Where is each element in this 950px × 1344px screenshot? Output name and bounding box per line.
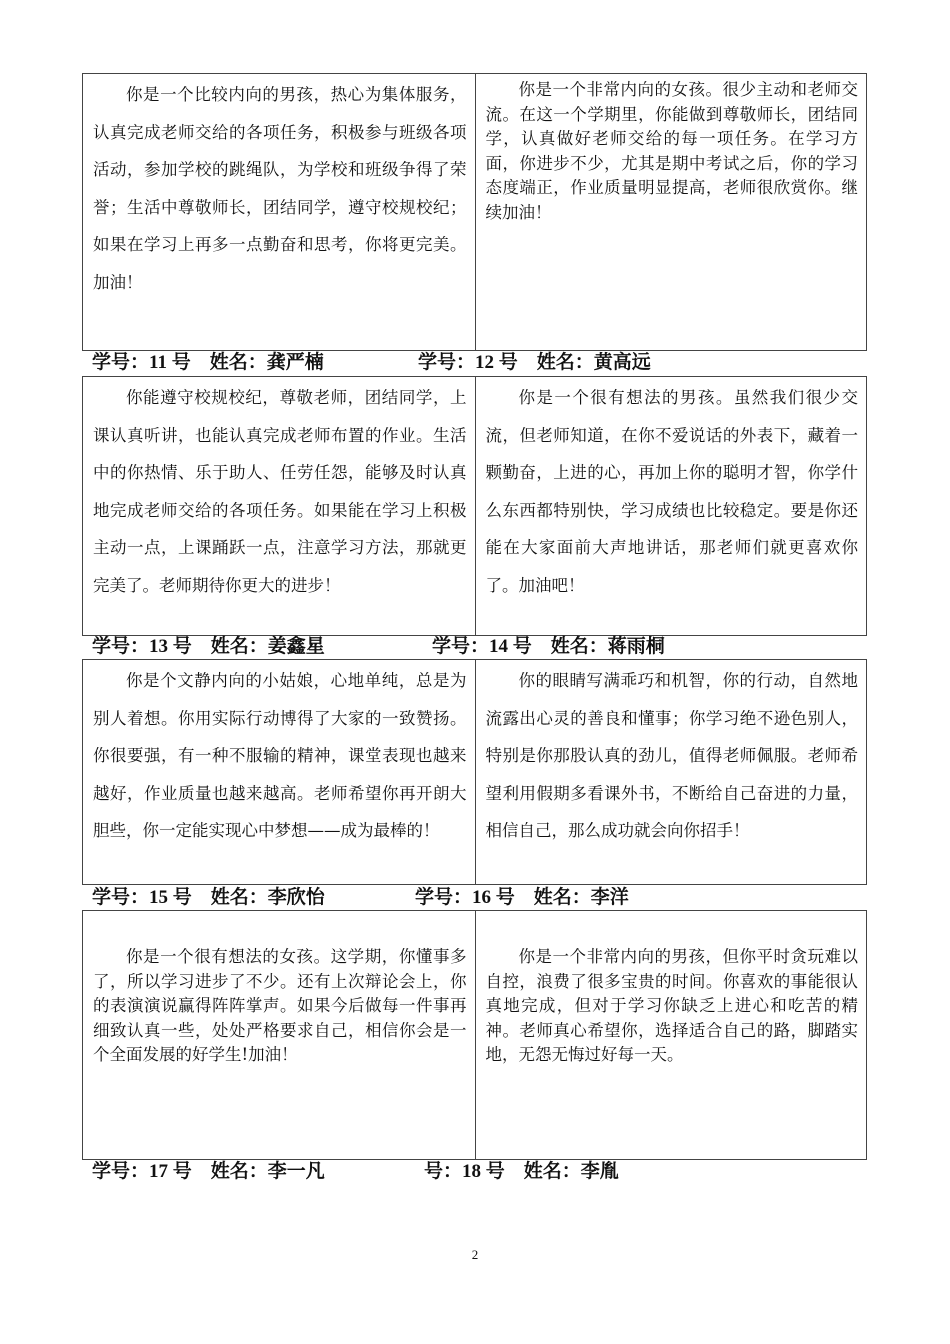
comment-block-4: [82, 910, 867, 1160]
student-caption-left: 学号：11 号 姓名：龚严楠: [92, 352, 324, 373]
student-caption-right: 学号：16 号 姓名：李洋: [415, 887, 629, 908]
comment-row: [82, 73, 867, 351]
student-caption-right: 学号：14 号 姓名：蒋雨桐: [432, 636, 665, 657]
comment-right: 你是一个非常内向的女孩。很少主动和老师交流。在这一个学期里，你能做到尊敬师长，团结同学，认真做好老师交给的每一项任务。在学习方面，你进步不少，尤其是期中考试之后，你的学习态度端正，作业质量明显提高，老师很欣赏你。继续加油！: [475, 74, 867, 350]
comment-row: [82, 910, 867, 1160]
comment-right: 你是一个很有想法的男孩。虽然我们很少交流，但老师知道，在你不爱说话的外表下，藏着一颗勤奋，上进的心，再加上你的聪明才智，你学什么东西都特别快，学习成绩也比较稳定。要是你还能在大家面前大声地讲话，那老师们就更喜欢你了。加油吧！: [475, 377, 867, 635]
comment-block-1: [82, 73, 867, 351]
comment-row: [82, 376, 867, 636]
comment-left: 你是一个比较内向的男孩，热心为集体服务，认真完成老师交给的各项任务，积极参与班级各项活动，参加学校的跳绳队，为学校和班级争得了荣誉；生活中尊敬师长，团结同学，遵守校规校纪；如果在学习上再多一点勤奋和思考，你将更完美。加油！: [93, 85, 467, 292]
comment-left: 你是一个很有想法的女孩。这学期，你懂事多了，所以学习进步了不少。还有上次辩论会上，你的表演演说赢得阵阵掌声。如果今后做每一件事再细致认真一些，处处严格要求自己，相信你会是一个全面发展的好学生!加油！: [93, 947, 467, 1064]
comment-right: 你的眼睛写满乖巧和机智，你的行动，自然地流露出心灵的善良和懂事；你学习绝不逊色别人，特别是你那股认真的劲儿，值得老师佩服。老师希望利用假期多看课外书，不断给自己奋进的力量，相信自己，那么成功就会向你招手！: [475, 660, 867, 884]
comment-block-2: [82, 376, 867, 636]
comment-row: [82, 659, 867, 885]
comment-right: 你是一个非常内向的男孩，但你平时贪玩难以自控，浪费了很多宝贵的时间。你喜欢的事能很认真地完成，但对于学习你缺乏上进心和吃苦的精神。老师真心希望你，选择适合自己的路，脚踏实地，无怨无悔过好每一天。: [475, 911, 867, 1159]
comment-left: 你能遵守校规校纪，尊敬老师，团结同学，上课认真听讲，也能认真完成老师布置的作业。生活中的你热情、乐于助人、任劳任怨，能够及时认真地完成老师交给的各项任务。如果能在学习上积极主动一点，上课踊跃一点，注意学习方法，那就更完美了。老师期待你更大的进步！: [93, 388, 467, 595]
student-caption-right: 学号：12 号 姓名：黄高远: [418, 352, 651, 373]
student-caption-left: 学号：13 号 姓名：姜鑫星: [92, 636, 325, 657]
comment-left: 你是个文静内向的小姑娘，心地单纯，总是为别人着想。你用实际行动博得了大家的一致赞扬。你很要强，有一种不服输的精神，课堂表现也越来越好，作业质量也越来越高。老师希望你再开朗大胆些，你一定能实现心中梦想——成为最棒的！: [93, 671, 467, 840]
student-caption-left: 学号：15 号 姓名：李欣怡: [92, 887, 325, 908]
student-caption-right: 号：18 号 姓名：李胤: [424, 1161, 619, 1182]
page-number: 2: [471, 1247, 479, 1262]
student-caption-left: 学号：17 号 姓名：李一凡: [92, 1161, 325, 1182]
comment-block-3: [82, 659, 867, 885]
